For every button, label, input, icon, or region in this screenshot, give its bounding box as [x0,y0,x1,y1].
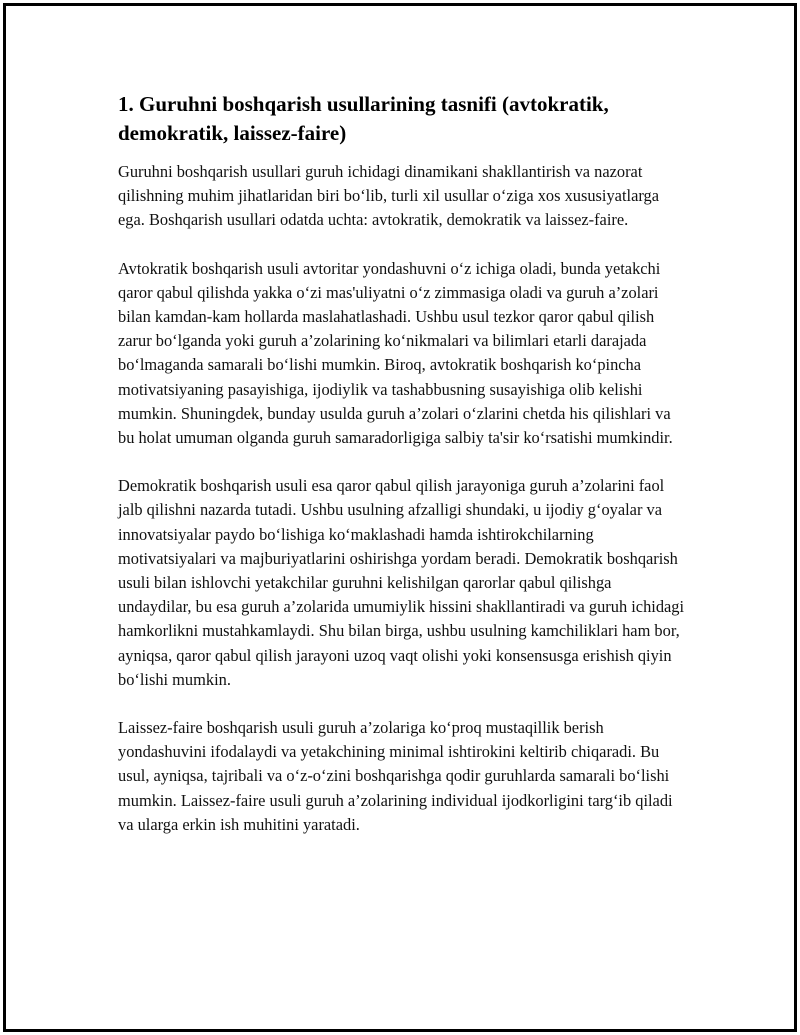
paragraph-laissez-faire: Laissez-faire boshqarish usuli guruh a’zolariga ko‘proq mustaqillik berish yondashuvini ifodalaydi va yetakchining minimal ishtirokini keltirib chiqaradi. Bu usul, ayniqsa, tajribali va o‘z-o‘zini boshqarishga qodir guruhlarda samarali bo‘lishi mumkin. Laissez-faire usuli guruh a’zolarining individual ijodkorligini targ‘ib qiladi va ularga erkin ish muhitini yaratadi. [118,718,673,834]
document-body [118,90,688,861]
paragraph-democratic: Demokratik boshqarish usuli esa qaror qabul qilish jarayoniga guruh a’zolarini faol jalb qilishni nazarda tutadi. Ushbu usulning afzalligi shundaki, u ijodiy g‘oyalar va innovatsiyalar paydo bo‘lishiga ko‘maklashadi hamda ishtirokchilarning motivatsiyalari va majburiyatlarini oshirishga yordam beradi. Demokratik boshqarish usuli bilan ishlovchi yetakchilar guruhni kelishilgan qarorlar qabul qilishga undaydilar, bu esa guruh a’zolarida umumiylik hissini shakllantiradi va guruh ichidagi hamkorlikni mustahkamlaydi. Shu bilan birga, ushbu usulning kamchiliklari ham bor, ayniqsa, qaror qabul qilish jarayoni uzoq vaqt olishi yoki konsensusga erishish qiyin bo‘lishi mumkin. [118,476,685,689]
paragraph-autocratic: Avtokratik boshqarish usuli avtoritar yondashuvni o‘z ichiga oladi, bunda yetakchi qaror qabul qilishda yakka o‘zi mas'uliyatni o‘z zimmasiga oladi va guruh a’zolari bilan kamdan-kam hollarda maslahatlashadi. Ushbu usul tezkor qaror qabul qilish zarur bo‘lganda yoki guruh a’zolarining ko‘nikmalari va bilimlari etarli darajada bo‘lmaganda samarali bo‘lishi mumkin. Biroq, avtokratik boshqarish ko‘pincha motivatsiyaning pasayishiga, ijodiylik va tashabbusning susayishiga olib kelishi mumkin. Shuningdek, bunday usulda guruh a’zolari o‘zlarini chetda his qilishlari va bu holat umuman olganda guruh samaradorligiga salbiy ta'sir ko‘rsatishi mumkindir. [118,258,673,448]
paragraph-intro: Guruhni boshqarish usullari guruh ichidagi dinamikani shakllantirish va nazorat qilishning muhim jihatlaridan biri bo‘lib, turli xil usullar o‘ziga xos xususiyatlarga ega. Boshqarish usullari odatda uchta: avtokratik, demokratik va laissez-faire. [118,162,659,230]
section-heading: 1. Guruhni boshqarish usullarining tasnifi (avtokratik, demokratik, laissez-faire) [118,92,609,145]
